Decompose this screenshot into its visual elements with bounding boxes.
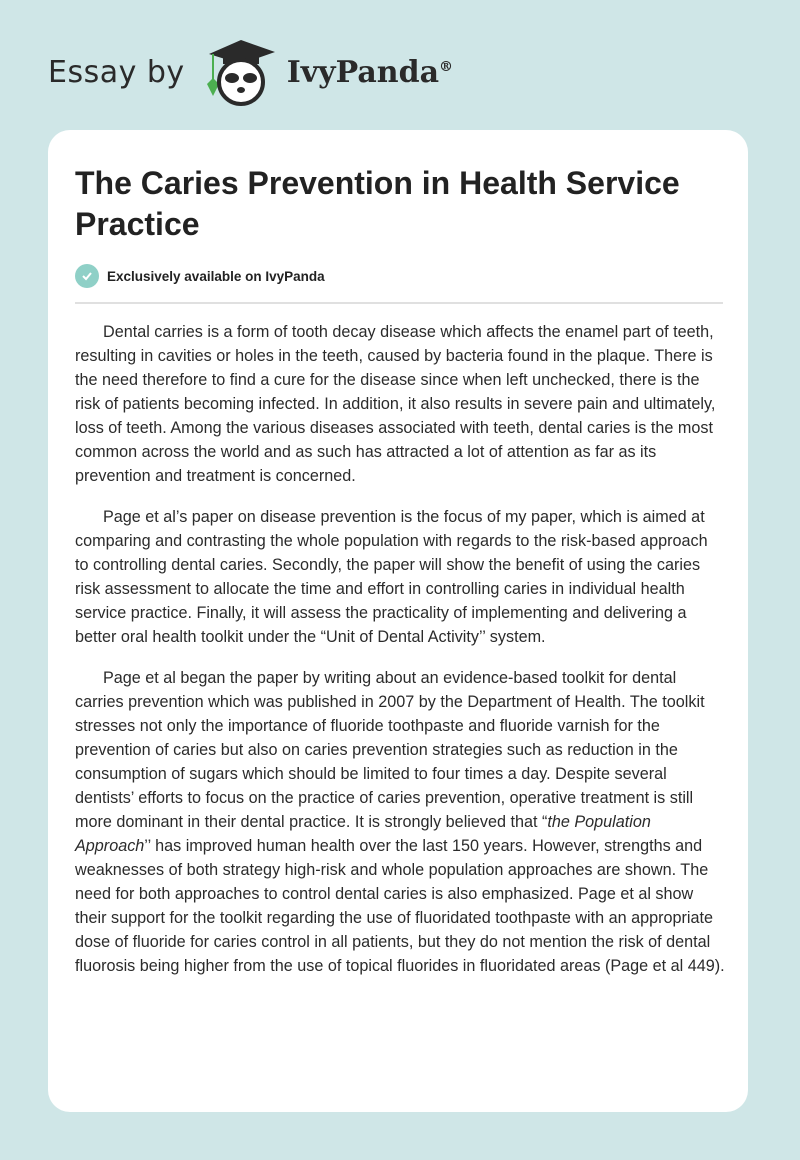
- brand-text: IvyPanda: [286, 54, 440, 90]
- italic-quote: the Population Approach: [75, 813, 651, 855]
- check-icon: [75, 264, 99, 288]
- paragraph-text: ’’ has improved human health over the last 150 years. However, strengths and weaknesses of both strategy high-risk and whole population approaches are shown. The need for both approaches to control dental caries is also emphasized. Page et al show their support for the toolkit regarding the use of fluoridated toothpaste with an appropriate dose of fluoride for caries control in all patients, but they do not mention the risk of dental fluorosis being higher from the use of topical fluorides in fluoridated areas (Page et al 449).: [75, 837, 725, 975]
- registered-mark: ®: [439, 58, 454, 75]
- paragraph: Page et al’s paper on disease prevention is the focus of my paper, which is aimed at comparing and contrasting the whole population with regards to the risk-based approach to controlling dental caries. Secondly, the paper will show the benefit of using the caries risk assessment to allocate the time and effort in controlling caries in individual health service practice. Finally, it will assess the practicality of implementing and delivering a better oral health toolkit under the “Unit of Dental Activity’’ system.: [75, 508, 708, 646]
- page-title: The Caries Prevention in Health Service Practice: [75, 165, 680, 242]
- essay-card: [48, 130, 748, 1112]
- site-header: [48, 36, 453, 108]
- paragraph: Dental carries is a form of tooth decay disease which affects the enamel part of teeth, resulting in cavities or holes in the teeth, caused by bacteria found in the plaque. There is the need therefore to find a cure for the disease since when left unchecked, there is the risk of patients becoming infected. In addition, it also results in severe pain and ultimately, loss of teeth. Among the various diseases associated with teeth, dental caries is the most common across the world and as such has attracted a lot of attention as far as its prevention and treatment is concerned.: [75, 323, 716, 485]
- divider: [75, 302, 723, 304]
- brand-name[interactable]: [287, 55, 453, 90]
- panda-logo-icon[interactable]: [199, 36, 279, 108]
- essay-by-label: Essay by: [48, 54, 185, 90]
- exclusive-badge: [75, 264, 325, 288]
- essay-body: [75, 320, 725, 995]
- badge-text: Exclusively available on IvyPanda: [107, 268, 325, 284]
- paragraph-text: Page et al began the paper by writing about an evidence-based toolkit for dental carries prevention which was published in 2007 by the Department of Health. The toolkit stresses not only the importance of fluoride toothpaste and fluoride varnish for the prevention of caries but also on caries prevention strategies such as reduction in the consumption of sugars which should be limited to four times a day. Despite several dentists’ efforts to focus on the practice of caries prevention, operative treatment is still more dominant in their dental practice. It is strongly believed that “: [75, 669, 705, 831]
- paragraph: [75, 666, 725, 978]
